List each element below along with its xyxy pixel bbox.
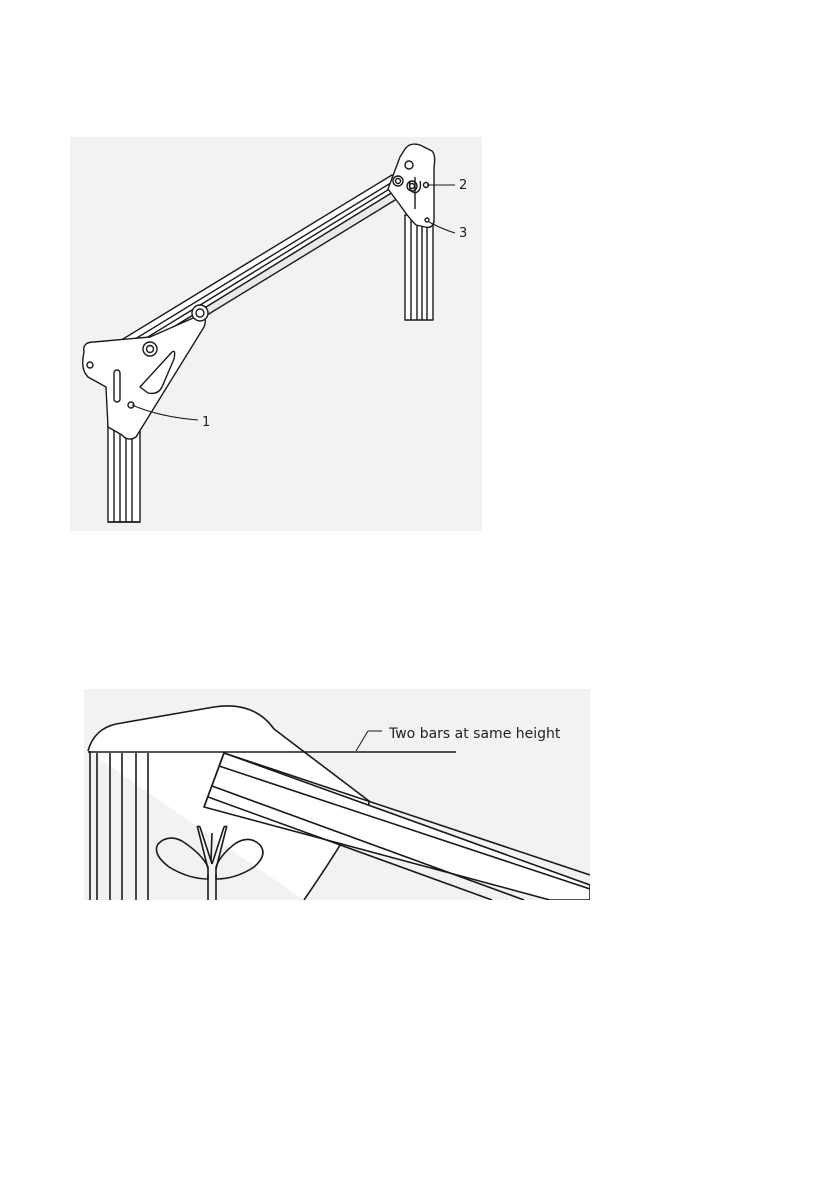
annotation-leader <box>356 731 382 751</box>
annotation-label: Two bars at same height <box>389 726 561 742</box>
frame-assembly-figure <box>70 137 482 531</box>
bar-height-detail-figure <box>84 689 590 900</box>
right-vertical-post <box>405 215 433 320</box>
right-bracket-plate <box>388 144 435 227</box>
middle-fastener <box>192 305 208 321</box>
bar-height-detail-drawing <box>84 689 590 900</box>
callout-label-2: 2 <box>459 178 468 193</box>
callout-label-1: 1 <box>202 415 211 430</box>
callout-label-3: 3 <box>459 226 468 241</box>
frame-assembly-drawing <box>70 137 482 531</box>
